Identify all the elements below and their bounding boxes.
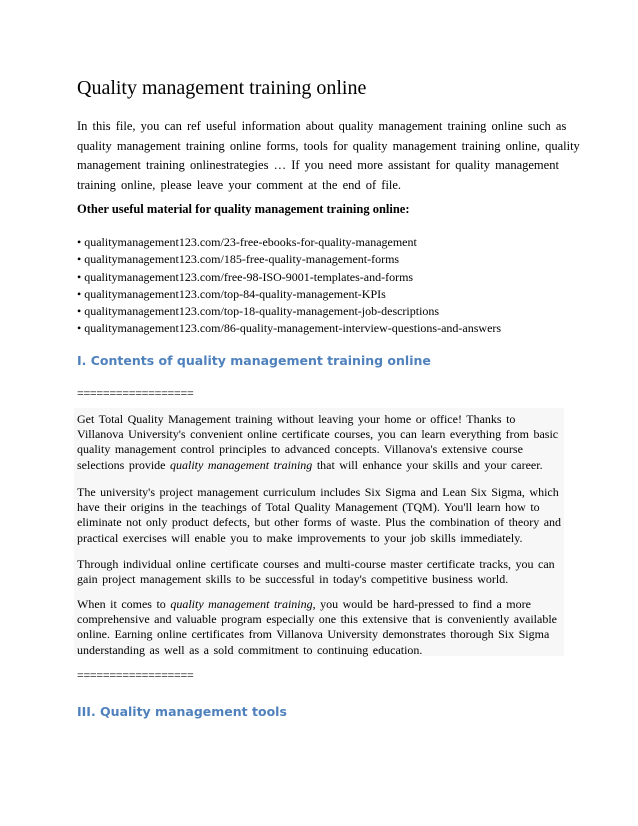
content-paragraph-1 xyxy=(77,412,562,473)
intro-line: In this file, you can ref useful information about quality management training online such as xyxy=(77,119,567,133)
resource-link-list xyxy=(77,234,557,338)
document-title: Quality management training online xyxy=(77,77,367,99)
section-heading-tools: III. Quality management tools xyxy=(77,704,287,719)
intro-paragraph xyxy=(77,117,580,195)
paragraph-line: online. Earning online certificates from Villanova University demonstrates thorough Six Sigma xyxy=(77,627,550,642)
resource-link[interactable]: • qualitymanagement123.com/top-18-quality-management-job-descriptions xyxy=(77,304,440,319)
paragraph-line: have their origins in the teachings of Total Quality Management (TQM). You'll learn how to xyxy=(77,500,540,515)
other-material-heading: Other useful material for quality management training online: xyxy=(77,202,410,216)
intro-line: training online, please leave your comment at the end of file. xyxy=(77,177,402,192)
resource-link[interactable]: • qualitymanagement123.com/top-84-quality-management-KPIs xyxy=(77,286,386,301)
paragraph-line: understanding as well as a sold commitment to continuing education. xyxy=(77,642,423,657)
resource-link[interactable]: • qualitymanagement123.com/185-free-quality-management-forms xyxy=(77,252,400,267)
paragraph-line: The university's project management curriculum includes Six Sigma and Lean Six Sigma, which xyxy=(77,485,559,499)
section-heading-contents: I. Contents of quality management training online xyxy=(77,353,431,368)
content-paragraph-3 xyxy=(77,557,562,587)
intro-line: management training onlinestrategies … If you need more assistant for quality management xyxy=(77,158,559,172)
separator-line: ================== xyxy=(77,386,194,400)
resource-link[interactable]: • qualitymanagement123.com/86-quality-management-interview-questions-and-answers xyxy=(77,321,502,336)
content-paragraph-2 xyxy=(77,485,562,546)
content-paragraph-4 xyxy=(77,597,562,658)
paragraph-text: selections provide xyxy=(77,457,170,472)
paragraph-line: Get Total Quality Management training without leaving your home or office! Thanks to xyxy=(77,412,516,426)
intro-line: quality management training online forms, tools for quality management training online, quality xyxy=(77,138,580,153)
separator-line: ================== xyxy=(77,668,194,682)
paragraph-line: eliminate not only product defects, but other forms of waste. Plus the combination of theory and xyxy=(77,515,562,530)
paragraph-text: that will enhance your skills and your career. xyxy=(312,457,543,472)
paragraph-line xyxy=(77,597,562,612)
paragraph-line: Villanova University's convenient online certificate courses, you can learn everything from basic xyxy=(77,427,559,442)
paragraph-line: practical exercises will enable you to make improvements to your job skills immediately. xyxy=(77,530,523,545)
paragraph-line: quality management control principles to advanced concepts. Villanova's extensive course xyxy=(77,442,523,457)
paragraph-line xyxy=(77,458,562,473)
emphasis-text: quality management training xyxy=(169,457,313,472)
resource-link[interactable]: • qualitymanagement123.com/23-free-ebooks-for-quality-management xyxy=(77,235,417,249)
resource-link[interactable]: • qualitymanagement123.com/free-98-ISO-9001-templates-and-forms xyxy=(77,269,414,284)
paragraph-line: comprehensive and valuable program especially one this extensive that is conveniently available xyxy=(77,612,558,627)
emphasis-text: quality management training xyxy=(170,597,313,611)
paragraph-text: When it comes to xyxy=(77,597,171,611)
paragraph-line: Through individual online certificate courses and multi-course master certificate tracks, you can xyxy=(77,557,555,571)
paragraph-text: , you would be hard-pressed to find a more xyxy=(312,597,531,611)
paragraph-line: gain project management skills to be successful in today's competitive business world. xyxy=(77,572,509,587)
